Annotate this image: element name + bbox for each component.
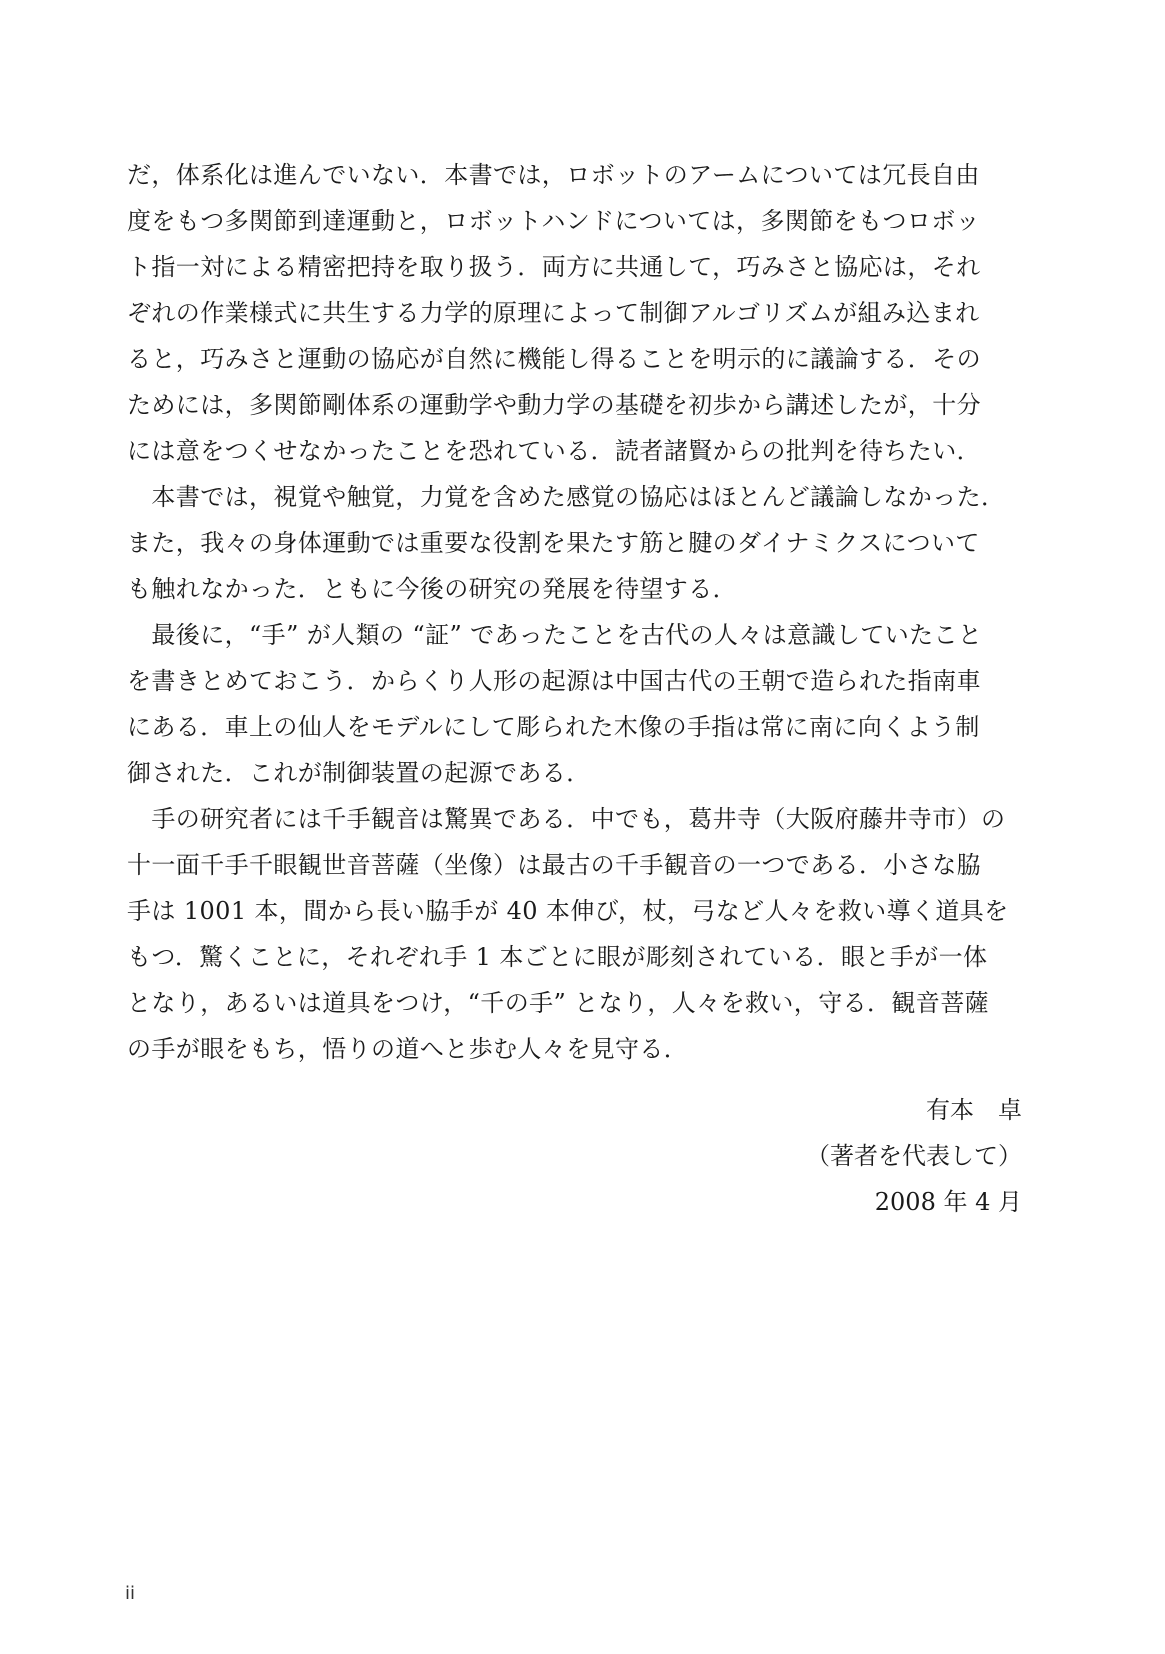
body-line: ト指一対による精密把持を取り扱う．両方に共通して，巧みさと協応は，それ	[127, 253, 981, 281]
body-line: も触れなかった．ともに今後の研究の発展を待望する．	[127, 575, 737, 603]
body-line: となり，あるいは道具をつけ，“千の手” となり，人々を救い，守る．観音菩薩	[127, 989, 990, 1017]
body-line: 十一面千手千眼観世音菩薩（坐像）は最古の千手観音の一つである．小さな脇	[127, 851, 981, 879]
body-line: にある．車上の仙人をモデルにして彫られた木像の手指は常に南に向くよう制	[127, 713, 980, 741]
body-line: 手は 1001 本，間から長い脇手が 40 本伸び，杖，弓など人々を救い導く道具を	[127, 897, 1009, 925]
body-line: 最後に，“手” が人類の “証” であったことを古代の人々は意識していたこと	[127, 621, 983, 649]
body-line: だ，体系化は進んでいない．本書では，ロボットのアームについては冗長自由	[127, 161, 980, 189]
body-line: 手の研究者には千手観音は驚異である．中でも，葛井寺（大阪府藤井寺市）の	[127, 805, 1006, 833]
page-number: ii	[125, 1583, 136, 1604]
body-line: には意をつくせなかったことを恐れている．読者諸賢からの批判を待ちたい．	[127, 437, 981, 465]
author-name: 有本 卓	[926, 1096, 1022, 1124]
body-line: の手が眼をもち，悟りの道へと歩む人々を見守る．	[127, 1035, 689, 1063]
body-line: ためには，多関節剛体系の運動学や動力学の基礎を初歩から講述したが，十分	[127, 391, 981, 419]
body-line: ぞれの作業様式に共生する力学的原理によって制御アルゴリズムが組み込まれ	[127, 299, 980, 327]
body-line: ると，巧みさと運動の協応が自然に機能し得ることを明示的に議論する．その	[127, 345, 981, 373]
body-line: 度をもつ多関節到達運動と，ロボットハンドについては，多関節をもつロボッ	[127, 207, 981, 235]
author-role: （著者を代表して）	[806, 1142, 1022, 1170]
body-line: 本書では，視覚や触覚，力覚を含めた感覚の協応はほとんど議論しなかった．	[127, 483, 1006, 511]
body-line: 御された．これが制御装置の起源である．	[127, 759, 591, 787]
body-line: を書きとめておこう．からくり人形の起源は中国古代の王朝で造られた指南車	[127, 667, 981, 695]
body-line: もつ．驚くことに，それぞれ手 1 本ごとに眼が彫刻されている．眼と手が一体	[127, 943, 988, 971]
body-line: また，我々の身体運動では重要な役割を果たす筋と腱のダイナミクスについて	[127, 529, 980, 557]
signature-date: 2008 年 4 月	[874, 1188, 1022, 1216]
